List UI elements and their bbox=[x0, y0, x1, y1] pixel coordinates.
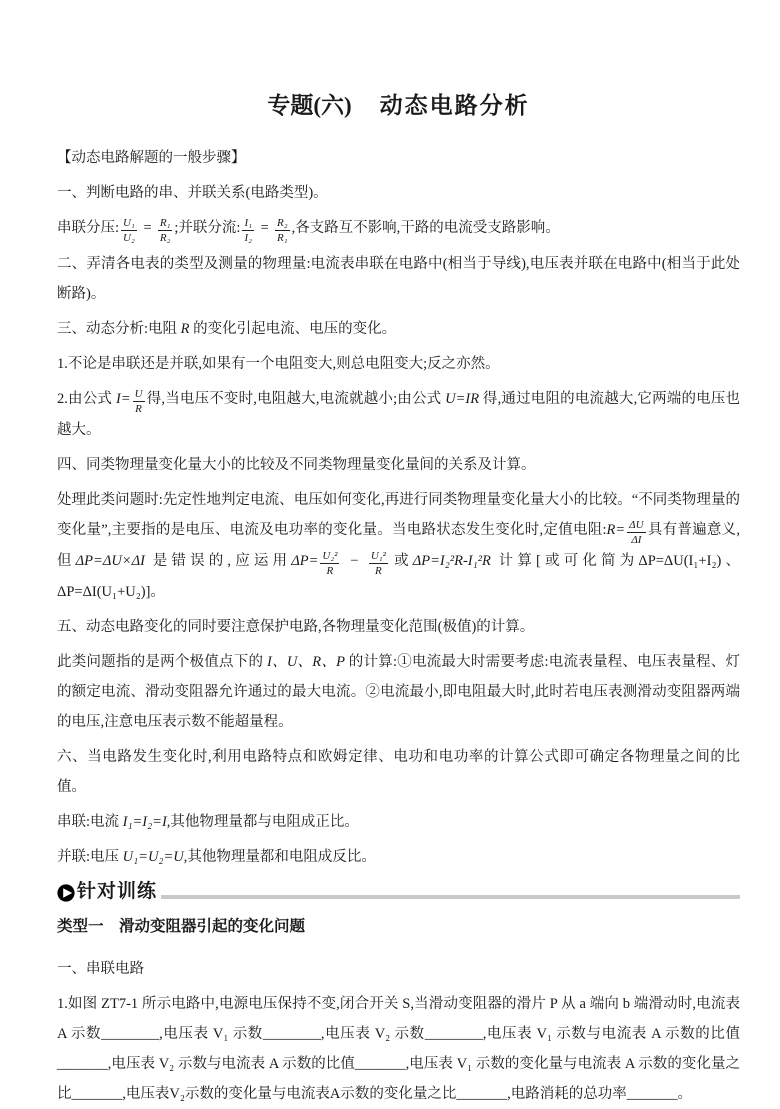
training-section-header bbox=[57, 882, 740, 902]
step-4: 四、同类物理量变化量大小的比较及不同类物理量变化量间的关系及计算。 bbox=[57, 457, 536, 473]
step-4-detail-delta-formula: 处理此类问题时:先定性地判定电流、电压如何变化,再进行同类物理量变化量大小的比较。“不同类物理量的变化量”,主要指的是电压、电流及电功率的变化量。当电路状态发生变化时,定值电阻:R= $\frac{\Delta U}{\Delta I}$ 具有普遍意义,但ΔP=ΔU×ΔI 是错误的,应运用ΔP= $\frac{\text{U₂²}}{R}$ − $\frac{\text{U₁²}}{R}$ 或ΔP=I₂²R-I₁²R 计算[或可化简为ΔP=ΔU(I₁+I₂)、ΔP=ΔI(U₁+U₂)]。 bbox=[57, 492, 741, 600]
step-6: 六、当电路发生变化时,利用电路特点和欧姆定律、电功和电功率的计算公式即可确定各物理量之间的比值。 bbox=[57, 749, 740, 795]
question-1: 1.如图 ZT7-1 所示电路中,电源电压保持不变,闭合开关 S,当滑动变阻器的滑片 P 从 a 端向 b 端滑动时,电流表 A 示数________,电压表 V₁ 示数________,电压表 V₂ 示数________,电压表 V₁ 示数与电流表 A 示数的比值_______,电压表 V₂ 示数与电流表 A 示数的比值_______,电压表 V₁ 示数的变化量与电流表 A 示数的变化量之比_______,电压表V₂示数的变化量与电流表A示数的变化量之比_______,电路消耗的总功率_______。 bbox=[57, 996, 740, 1102]
fraction-du-di: $\frac{\Delta U}{\Delta I}$ bbox=[629, 519, 644, 546]
page-title bbox=[57, 90, 740, 121]
step-6-series: 串联:电流 I₁=I₂=I,其他物理量都与电阻成正比。 bbox=[57, 814, 359, 830]
title-part1: 专题(六) bbox=[267, 93, 352, 118]
step-5-detail: 此类问题指的是两个极值点下的 I、U、R、P 的计算:①电流最大时需要考虑:电流表量程、电压表量程、灯的额定电流、滑动变阻器允许通过的最大电流。②电流最小,即电阻最大时,此时若电压表测滑动变阻器两端的电压,注意电压表示数不能超量程。 bbox=[57, 654, 741, 730]
step-3-note-1: 1.不论是串联还是并联,如果有一个电阻变大,则总电阻变大;反之亦然。 bbox=[57, 356, 500, 372]
fraction-u-r: $\frac{U}{R}$ bbox=[134, 388, 143, 415]
step-1: 一、判断电路的串、并联关系(电路类型)。 bbox=[57, 185, 328, 201]
fraction-i1-i2: $\frac{\text{I₁}}{\text{I₂}}$ bbox=[244, 217, 252, 244]
fraction-u2sq-r: $\frac{\text{U₂²}}{R}$ bbox=[322, 550, 338, 577]
step-3: 三、动态分析:电阻 R 的变化引起电流、电压的变化。 bbox=[57, 321, 397, 337]
section-rule-line bbox=[161, 895, 740, 899]
fraction-u1sq-r: $\frac{\text{U₁²}}{R}$ bbox=[370, 550, 386, 577]
formula-voltage-divide: 串联分压: $\frac{\text{U₁}}{\text{U₂}}$ = $\frac{\text{R₁}}{\text{R₂}}$ ;并联分流: $\frac{\text{I₁}}{\text{I₂}}$ = $\frac{\text{R₂}}{\text{R₁}}$ ,各支路互不影响,干路的电流受支路影响。 bbox=[57, 217, 560, 244]
play-circle-icon bbox=[57, 883, 75, 901]
subsection-series-circuit: 一、串联电路 bbox=[57, 961, 144, 977]
fraction-r2-r1: $\frac{\text{R₂}}{\text{R₁}}$ bbox=[277, 217, 288, 244]
intro-header: 【动态电路解题的一般步骤】 bbox=[57, 150, 246, 166]
step-5: 五、动态电路变化的同时要注意保护电路,各物理量变化范围(极值)的计算。 bbox=[57, 619, 535, 635]
fraction-u1-u2: $\frac{\text{U₁}}{\text{U₂}}$ bbox=[123, 217, 135, 244]
step-3-note-2-ohm-formula: 2.由公式 I= $\frac{U}{R}$ 得,当电压不变时,电阻越大,电流就越小;由公式 U=IR 得,通过电阻的电流越大,它两端的电压也越大。 bbox=[57, 388, 741, 438]
step-2: 二、弄清各电表的类型及测量的物理量:电流表串联在电路中(相当于导线),电压表并联在电路中(相当于此处断路)。 bbox=[57, 256, 740, 302]
step-6-parallel: 并联:电压 U₁=U₂=U,其他物理量都和电阻成反比。 bbox=[57, 849, 376, 865]
title-part2: 动态电路分析 bbox=[379, 92, 530, 118]
fraction-r1-r2: $\frac{\text{R₁}}{\text{R₂}}$ bbox=[159, 217, 171, 244]
training-section-title: 针对训练 bbox=[77, 881, 158, 902]
type-1-heading: 类型一 滑动变阻器引起的变化问题 bbox=[57, 918, 306, 935]
